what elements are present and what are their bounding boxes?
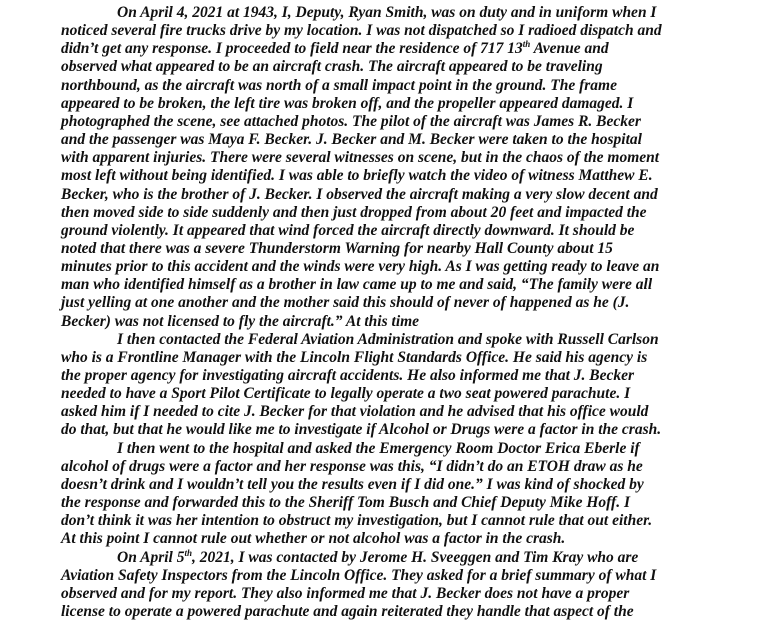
report-line: observed what appeared to be an aircraft crash. The aircraft appeared to be traveling xyxy=(61,58,603,76)
report-line: minutes prior to this accident and the winds were very high. As I was getting ready to leave an xyxy=(61,258,660,276)
report-line: the response and forwarded this to the Sheriff Tom Busch and Chief Deputy Mike Hoff. I xyxy=(61,494,630,511)
report-line: photographed the scene, see attached photos. The pilot of the aircraft was James R. Becker xyxy=(61,112,641,130)
report-line: needed to have a Sport Pilot Certificate to legally operate a two seat powered parachute. I xyxy=(61,385,631,403)
report-line: northbound, as the aircraft was north of a small impact point in the ground. The frame xyxy=(61,76,617,94)
report-line: with apparent injuries. There were several witnesses on scene, but in the chaos of the moment xyxy=(61,149,660,167)
report-line: asked him if I needed to cite J. Becker for that violation and he advised that his office would xyxy=(61,403,649,421)
report-line: doesn’t drink and I wouldn’t tell you the results even if I did one.” I was kind of shocked by xyxy=(61,475,644,493)
report-line: license to operate a powered parachute and again reiterated they handle that aspect of the xyxy=(61,602,634,620)
report-line: observed and for my report. They also informed me that J. Becker does not have a proper xyxy=(61,584,630,602)
report-line: don’t think it was her intention to obstruct my investigation, but I cannot rule that out either. xyxy=(61,512,653,530)
report-line: ground violently. It appeared that wind forced the aircraft directly downward. It should be xyxy=(61,221,635,239)
report-line: noted that there was a severe Thunderstorm Warning for nearby Hall County about 15 xyxy=(61,239,613,257)
report-line: and the passenger was Maya F. Becker. J. Becker and M. Becker were taken to the hospital xyxy=(61,131,642,148)
report-line: appeared to be broken, the left tire was broken off, and the propeller appeared damaged. I xyxy=(61,94,634,112)
report-line: I then went to the hospital and asked the Emergency Room Doctor Erica Eberle if xyxy=(117,439,640,457)
report-line: then moved side to side suddenly and then just dropped from about 20 feet and impacted the xyxy=(61,203,647,221)
report-line: I then contacted the Federal Aviation Administration and spoke with Russell Carlson xyxy=(117,330,659,348)
report-line: alcohol of drugs were a factor and her response was this, “I didn’t do an ETOH draw as he xyxy=(61,457,643,475)
report-line: who is a Frontline Manager with the Lincoln Flight Standards Office. He said his agency is xyxy=(61,348,648,366)
report-line: just yelling at one another and the mother said this should of never of happened as he (J. xyxy=(61,294,630,312)
report-line: noticed several fire trucks drive by my location. I was not dispatched so I radioed dispatch and xyxy=(61,22,662,40)
report-line: man who identified himself as a brother in law came up to me and said, “The family were all xyxy=(61,276,653,294)
report-line: most left without being identified. I was able to briefly watch the video of witness Matthew E. xyxy=(61,167,653,185)
report-line: On April 5th, 2021, I was contacted by Jerome H. Sveeggen and Tim Kray who are xyxy=(117,547,639,566)
report-line: At this point I cannot rule out whether or not alcohol was a factor in the crash. xyxy=(61,530,566,548)
report-line: the proper agency for investigating aircraft accidents. He also informed me that J. Becker xyxy=(61,367,635,384)
report-line: didn’t get any response. I proceeded to field near the residence of 717 13th Avenue and xyxy=(61,39,609,58)
report-line: do that, but that he would like me to investigate if Alcohol or Drugs were a factor in the crash. xyxy=(61,421,662,439)
report-line: On April 4, 2021 at 1943, I, Deputy, Ryan Smith, was on duty and in uniform when I xyxy=(117,4,657,21)
report-line: Becker) was not licensed to fly the aircraft.” At this time xyxy=(61,312,420,330)
report-line: Becker, who is the brother of J. Becker. I observed the aircraft making a very slow decent and xyxy=(61,185,658,203)
report-line: Aviation Safety Inspectors from the Lincoln Office. They asked for a brief summary of what I xyxy=(61,566,657,584)
